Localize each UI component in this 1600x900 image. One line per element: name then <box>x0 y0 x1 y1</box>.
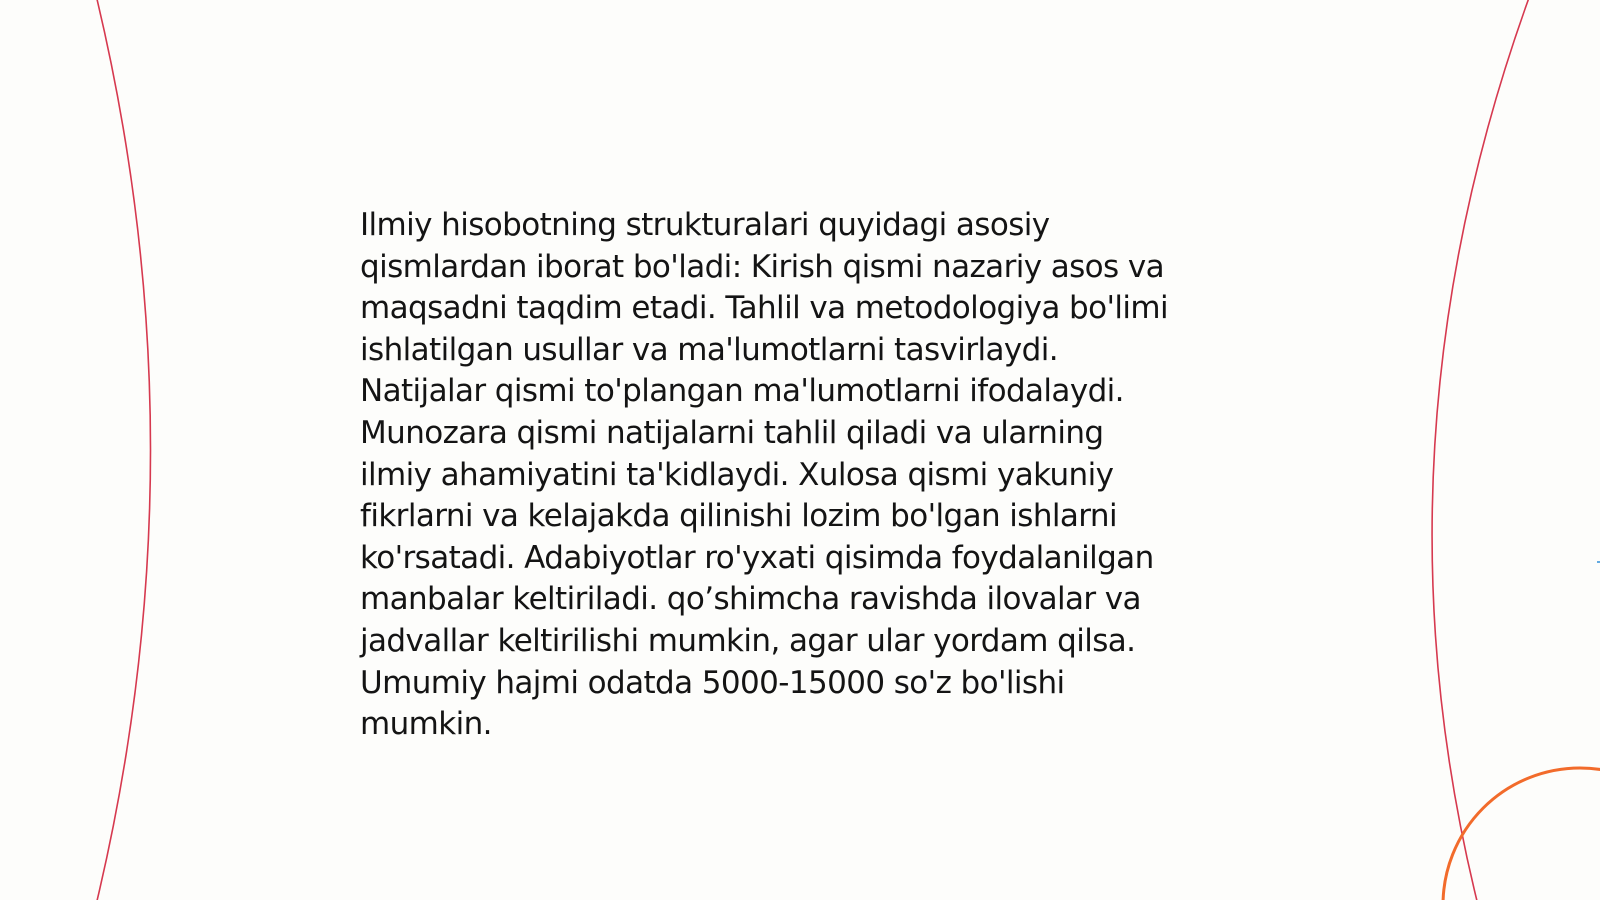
right-arc-decoration <box>1432 0 1530 900</box>
slide-body-text: Ilmiy hisobotning strukturalari quyidagi asosiy qismlardan iborat bo'ladi: Kirish qismi nazariy asos va maqsadni taqdim etadi. Tahlil va metodologiya bo'limi ishlatilgan usullar va ma'lumotlarni tasvirlaydi. Natijalar qismi to'plangan ma'lumotlarni ifodalaydi. Munozara qismi natijalarni tahlil qiladi va ularning ilmiy ahamiyatini ta'kidlaydi. Xulosa qismi yakuniy fikrlarni va kelajakda qilinishi lozim bo'lgan ishlarni ko'rsatadi. Adabiyotlar ro'yxati qisimda foydalanilgan manbalar keltiriladi. qo’shimcha ravishda ilovalar va jadvallar keltirilishi mumkin, agar ular yordam qilsa. Umumiy hajmi odatda 5000-15000 so'z bo'lishi mumkin. <box>360 207 1169 743</box>
left-arc-decoration <box>96 0 151 900</box>
orange-circle-decoration <box>1443 768 1600 900</box>
